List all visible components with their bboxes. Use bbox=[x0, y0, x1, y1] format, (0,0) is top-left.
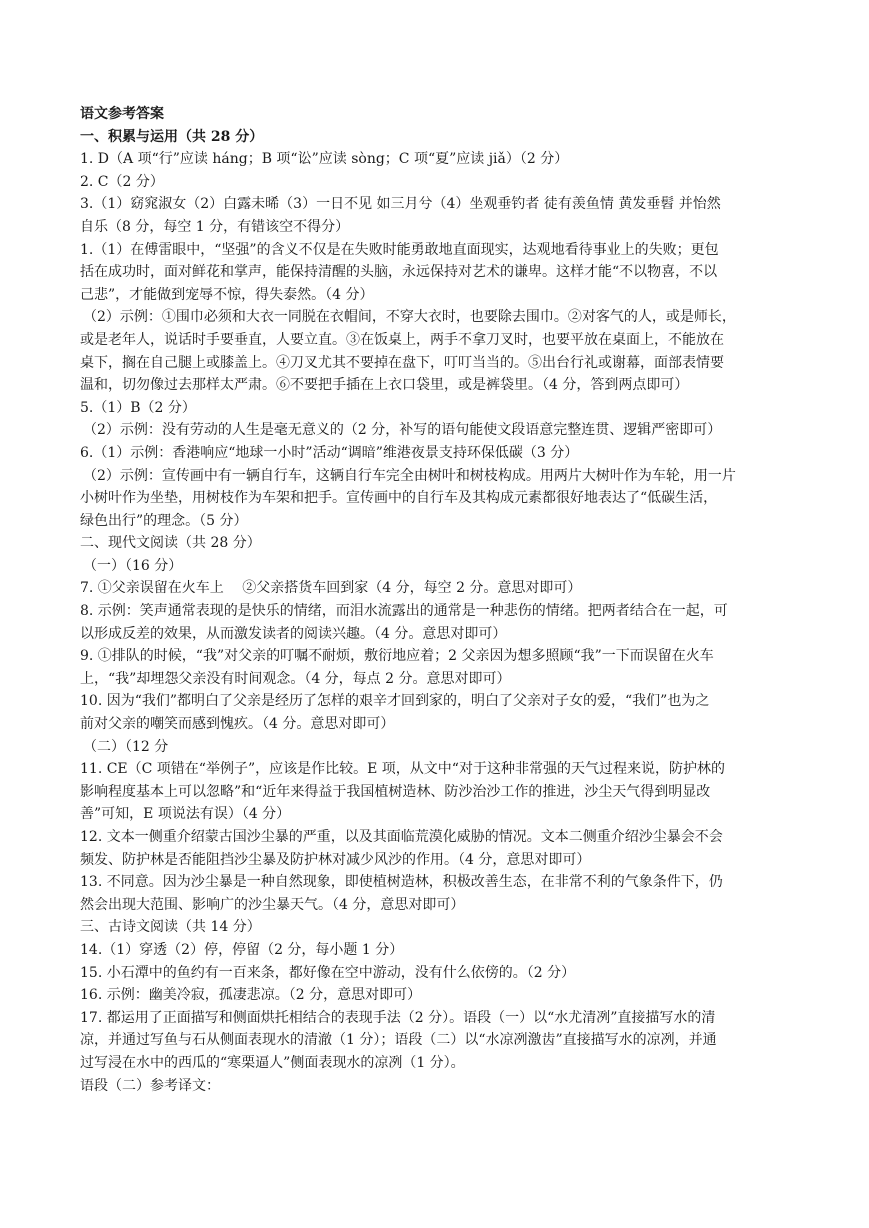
subsection-heading: （二）（12 分 bbox=[83, 738, 169, 755]
section-heading: 二、现代文阅读（共 28 分） bbox=[80, 535, 261, 552]
answer-line: 上，“我”却埋怨父亲没有时间观念。（4 分，每点 2 分。意思对即可） bbox=[80, 670, 511, 687]
answer-line: 14.（1）穿透（2）停，停留（2 分，每小题 1 分） bbox=[80, 941, 404, 958]
answer-line: 11. CE（C 项错在“举例子”，应该是作比较。E 项，从文中“对于这种非常强的天气过程来说，防护林的 bbox=[80, 761, 725, 778]
answer-line: （2）示例：没有劳动的人生是毫无意义的（2 分，补写的语句能使文段语意完整连贯、逻辑严密即可） bbox=[83, 422, 722, 439]
answer-line: 影响程度基本上可以忽略”和“近年来得益于我国植树造林、防沙治沙工作的推进，沙尘天气得到明显改 bbox=[80, 783, 711, 800]
answer-line: 16. 示例：幽美冷寂，孤凄悲凉。（2 分，意思对即可） bbox=[80, 987, 422, 1004]
answer-line: 1.（1）在傅雷眼中，“坚强”的含义不仅是在失败时能勇敢地直面现实，达观地看待事业上的失败；更包 bbox=[80, 241, 719, 258]
answer-line: 15. 小石潭中的鱼约有一百来条，都好像在空中游动，没有什么依傍的。（2 分） bbox=[80, 964, 576, 981]
answer-line: 1. D（A 项“行”应读 háng；B 项“讼”应读 sòng；C 项“夏”应读 jiǎ）（2 分） bbox=[80, 151, 569, 168]
answer-line: 2. C（2 分） bbox=[80, 173, 164, 190]
answer-line: 绿色出行”的理念。（5 分） bbox=[80, 512, 248, 529]
answer-line: 语段（二）参考译文： bbox=[80, 1077, 220, 1094]
answer-line: 17. 都运用了正面描写和侧面烘托相结合的表现手法（2 分）。语段（一）以“水尤清冽”直接描写水的清 bbox=[80, 1009, 716, 1026]
answer-line: （2）示例：①围巾必须和大衣一同脱在衣帽间，不穿大衣时，也要除去围巾。②对客气的人，或是师长， bbox=[83, 309, 736, 326]
answer-line: 以形成反差的效果，从而激发读者的阅读兴趣。（4 分。意思对即可） bbox=[80, 625, 507, 642]
answer-line: 13. 不同意。因为沙尘暴是一种自然现象，即使植树造林，积极改善生态，在非常不利的气象条件下，仍 bbox=[80, 874, 723, 891]
answer-line: 桌下，搁在自己腿上或膝盖上。④刀叉尤其不要掉在盘下，叮叮当当的。⑤出台行礼或谢幕，面部表情要 bbox=[80, 354, 724, 371]
answer-line: 己悲”，才能做到宠辱不惊，得失泰然。（4 分） bbox=[80, 286, 374, 303]
answer-line: 10. 因为“我们”都明白了父亲是经历了怎样的艰辛才回到家的，明白了父亲对子女的爱，“我们”也为之 bbox=[80, 693, 710, 710]
answer-line: 3.（1）窈窕淑女（2）白露未晞（3）一日不见 如三月兮（4）坐观垂钓者 徒有羡鱼情 黄发垂髫 并怡然 bbox=[80, 196, 721, 213]
answer-line: 自乐（8 分，每空 1 分，有错该空不得分） bbox=[80, 218, 350, 235]
answer-line: 小树叶作为坐垫，用树枝作为车架和把手。宣传画中的自行车及其构成元素都很好地表达了“低碳生活， bbox=[80, 490, 718, 507]
answer-line: 善”可知，E 项说法有误）（4 分） bbox=[80, 806, 291, 823]
section-heading: 一、积累与运用（共 28 分） bbox=[80, 128, 264, 145]
answer-line: （2）示例：宣传画中有一辆自行车，这辆自行车完全由树叶和树枝构成。用两片大树叶作为车轮，用一片 bbox=[83, 467, 736, 484]
answer-line: 7. ①父亲误留在火车上 ②父亲搭货车回到家（4 分，每空 2 分。意思对即可） bbox=[80, 580, 582, 597]
answer-line: 8. 示例：笑声通常表现的是快乐的情绪，而泪水流露出的通常是一种悲伤的情绪。把两者结合在一起，可 bbox=[80, 603, 728, 620]
answer-line: 或是老年人，说话时手要垂直，人要立直。③在饭桌上，两手不拿刀叉时，也要平放在桌面上，不能放在 bbox=[80, 331, 724, 348]
subsection-heading: （一）（16 分） bbox=[83, 557, 183, 574]
answer-line: 前对父亲的嘲笑而感到愧疚。（4 分。意思对即可） bbox=[80, 716, 395, 733]
answer-line: 温和，切勿像过去那样太严肃。⑥不要把手插在上衣口袋里，或是裤袋里。（4 分，答到两点即可） bbox=[80, 377, 689, 394]
answer-line: 9. ①排队的时候，“我”对父亲的叮嘱不耐烦，敷衍地应着；2 父亲因为想多照顾“我”一下而误留在火车 bbox=[80, 648, 714, 665]
answer-line: 6.（1）示例：香港响应“地球一小时”活动“调暗”维港夜景支持环保低碳（3 分） bbox=[80, 444, 579, 461]
answer-line: 频发、防护林是否能阻挡沙尘暴及防护林对减少风沙的作用。（4 分，意思对即可） bbox=[80, 851, 591, 868]
answer-line: 括在成功时，面对鲜花和掌声，能保持清醒的头脑，永远保持对艺术的谦卑。这样才能“不以物喜，不以 bbox=[80, 264, 718, 281]
answer-line: 12. 文本一侧重介绍蒙古国沙尘暴的严重，以及其面临荒漠化威胁的情况。文本二侧重介绍沙尘暴会不会 bbox=[80, 829, 723, 845]
answer-line: 然会出现大范围、影响广的沙尘暴天气。（4 分，意思对即可） bbox=[80, 896, 465, 913]
answer-line: 凉，并通过写鱼与石从侧面表现水的清澈（1 分）；语段（二）以“水凉冽激齿”直接描写水的凉冽，并通 bbox=[80, 1032, 717, 1049]
answer-document bbox=[80, 103, 795, 1097]
answer-line: 5.（1）B（2 分） bbox=[80, 399, 196, 416]
section-heading: 三、古诗文阅读（共 14 分） bbox=[80, 919, 261, 936]
document-title: 语文参考答案 bbox=[80, 106, 164, 122]
answer-line: 过写浸在水中的西瓜的“寒栗逼人”侧面表现水的凉冽（1 分）。 bbox=[80, 1054, 465, 1071]
